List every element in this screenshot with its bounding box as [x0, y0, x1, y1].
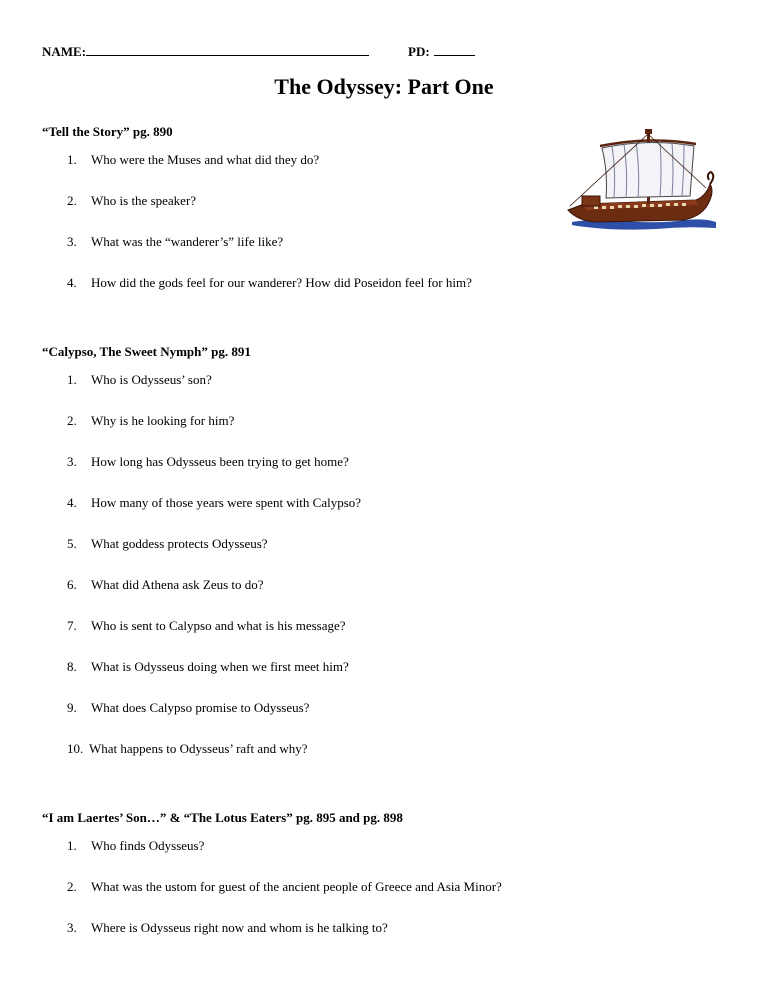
- name-label: NAME:: [42, 44, 87, 59]
- question-item: 3. How long has Odysseus been trying to get home?: [67, 454, 349, 469]
- period-label: PD:: [408, 44, 430, 59]
- question-item: 2. What was the ustom for guest of the ancient people of Greece and Asia Minor?: [67, 879, 502, 894]
- name-field: [42, 43, 369, 60]
- question-item: 8. What is Odysseus doing when we first meet him?: [67, 659, 349, 674]
- question-item: 7. Who is sent to Calypso and what is his message?: [67, 618, 346, 633]
- question-item: 9. What does Calypso promise to Odysseus?: [67, 700, 310, 715]
- question-item: 2. Why is he looking for him?: [67, 413, 235, 428]
- question-item: 2. Who is the speaker?: [67, 193, 197, 208]
- period-field: [408, 43, 475, 60]
- question-item: 5. What goddess protects Odysseus?: [67, 536, 268, 551]
- section-heading: “Calypso, The Sweet Nymph” pg. 891: [42, 344, 251, 359]
- stern-ornament: [708, 172, 713, 184]
- question-item: 4. How did the gods feel for our wanderer? How did Poseidon feel for him?: [67, 275, 472, 290]
- page-title: The Odyssey: Part One: [274, 74, 494, 99]
- question-item: 1. Who is Odysseus’ son?: [67, 372, 212, 387]
- ship-cabin: [582, 196, 600, 206]
- question-item: 3. Where is Odysseus right now and whom is he talking to?: [67, 920, 388, 935]
- question-item: 1. Who were the Muses and what did they do?: [67, 152, 320, 167]
- question-item: 3. What was the “wanderer’s” life like?: [67, 234, 284, 249]
- question-item: 4. How many of those years were spent with Calypso?: [67, 495, 362, 510]
- period-blank-line: [434, 43, 475, 56]
- question-item: 1. Who finds Odysseus?: [67, 838, 205, 853]
- name-blank-line: [86, 43, 369, 56]
- masthead: [645, 129, 652, 134]
- ship-sail: [602, 142, 694, 198]
- question-item: 10. What happens to Odysseus’ raft and why?: [67, 741, 308, 756]
- section-heading: “Tell the Story” pg. 890: [42, 124, 173, 139]
- greek-ship-icon: [566, 126, 718, 236]
- section-heading: “I am Laertes’ Son…” & “The Lotus Eaters” pg. 895 and pg. 898: [42, 810, 403, 825]
- question-item: 6. What did Athena ask Zeus to do?: [67, 577, 264, 592]
